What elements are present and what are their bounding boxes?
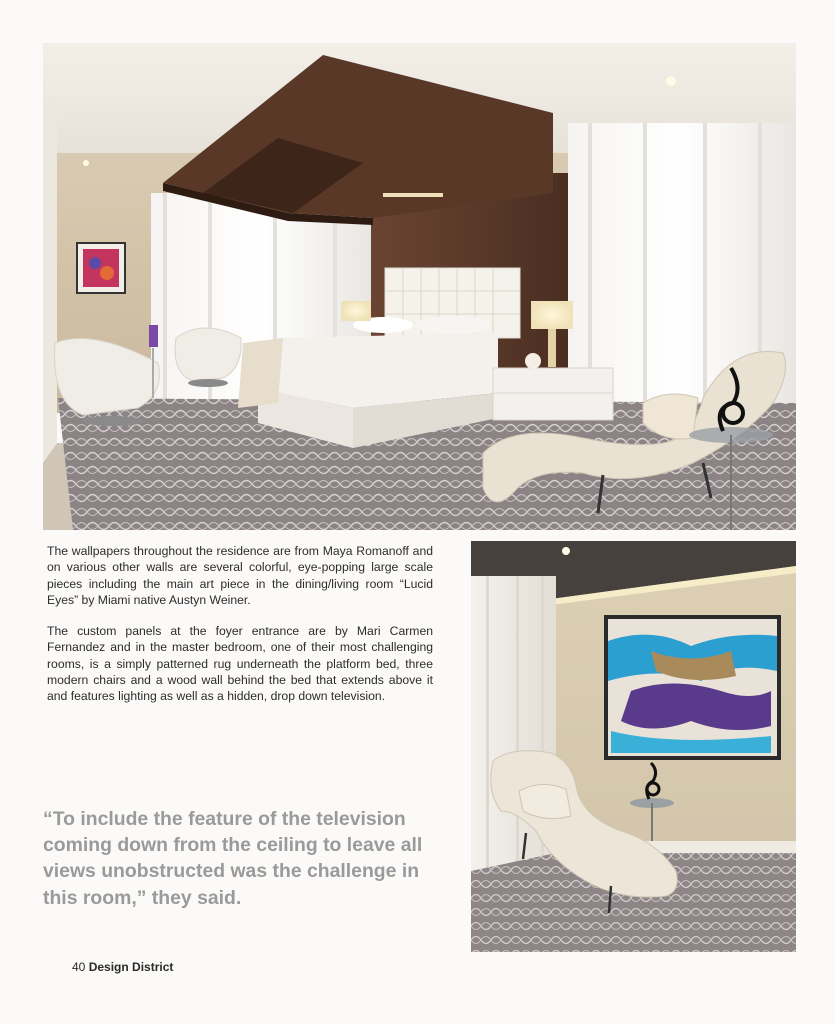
page-folio: [72, 960, 173, 974]
lounge-corner-photo: [471, 541, 796, 952]
lounge-corner-illustration: [471, 541, 796, 952]
pull-quote: “To include the feature of the television coming down from the ceiling to leave all views unobstructed was the challenge in this room,” they said.: [43, 808, 423, 909]
publication-name: Design District: [88, 960, 174, 974]
master-bedroom-photo: [43, 43, 796, 530]
page-number: 40: [72, 960, 86, 974]
article-paragraph-2: The custom panels at the foyer entrance are by Mari Carmen Fernandez and in the master bedroom, one of their most challenging rooms, is a simply patterned rug underneath the platform bed, three modern chairs and a wood wall behind the bed that extends above it and features lighting as well as a hidden, drop down television.: [47, 624, 433, 704]
master-bedroom-illustration: [43, 43, 796, 530]
article-paragraph-1: The wallpapers throughout the residence are from Maya Romanoff and on various other walls are several colorful, eye-popping large scale pieces including the main art piece in the dining/living room “Lucid Eyes” by Miami native Austyn Weiner.: [47, 544, 433, 607]
